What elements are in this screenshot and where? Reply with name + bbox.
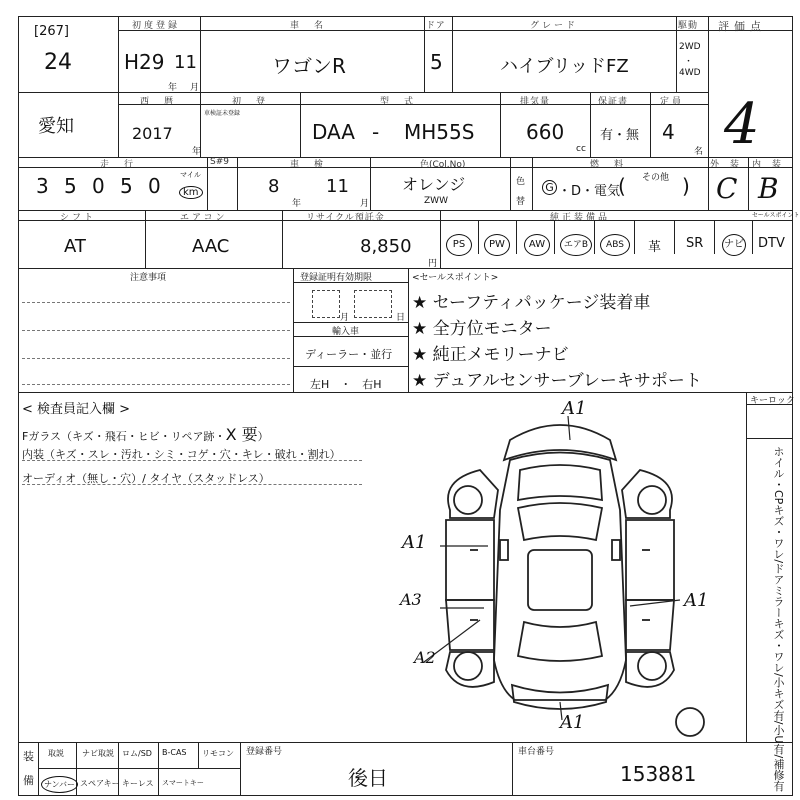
first-reg-label: 初 登 — [232, 97, 269, 107]
recycle: 8,850 — [360, 236, 412, 257]
damage-mark: A3 — [400, 590, 422, 609]
equip-abs: ABS — [600, 234, 630, 256]
inspector-line1 — [22, 422, 269, 445]
equip-leather: 革 — [648, 240, 662, 255]
exterior-label: 外 装 — [710, 160, 741, 170]
reg-number-label: 登録番号 — [246, 747, 283, 757]
reg-month: 11 — [174, 52, 197, 73]
mileage-digit: 5 — [64, 174, 77, 198]
footer-cell: スペアキー — [80, 779, 120, 788]
inspector-line1-text: Fガラス（キズ・飛石・ヒビ・リペア跡・ — [22, 430, 226, 443]
color-code: ZWW — [424, 196, 448, 206]
equip-airbag: エアB — [560, 234, 592, 256]
color: オレンジ — [402, 175, 466, 194]
mileage-digit: 3 — [36, 174, 49, 198]
footer-cells-bottom — [38, 768, 240, 796]
sales-point: ★ デュアルセンサーブレーキサポート — [412, 371, 702, 391]
grade-label: グレード — [530, 21, 579, 31]
reg-label: 初度登録 — [132, 21, 181, 31]
inspection-month-unit: 月 — [360, 199, 370, 209]
import-label: 輸入車 — [332, 327, 360, 337]
sales-points-header: <セールスポイント> — [412, 273, 499, 283]
fuel-open-paren: ( — [618, 174, 626, 198]
drive-label: 駆動 — [678, 21, 699, 31]
grade: ハイブリッドFZ — [500, 56, 629, 77]
side-vertical-text: ホイル・CPキズ・ワレ/ドアミラーキズ・ワレ/小キズ有/小U有/補修有 — [772, 446, 785, 792]
capacity: 4 — [662, 120, 675, 144]
fuel-close-paren: ) — [682, 174, 690, 198]
exterior: C — [716, 172, 738, 205]
model-code: MH55S — [404, 120, 475, 144]
reg-deadline-day: 日 — [396, 313, 406, 323]
equip-navi: ナビ — [722, 234, 746, 256]
mileage-label: 走 行 — [100, 160, 137, 170]
sales-point: ★ 純正メモリーナビ — [412, 345, 569, 365]
lot-number: 24 — [44, 50, 72, 75]
reg-number: 後日 — [348, 766, 388, 790]
caution-label: 注意事項 — [130, 273, 167, 283]
warranty: 有・無 — [600, 128, 640, 143]
fuel-gas-mark: G — [542, 180, 557, 195]
year: 2017 — [132, 124, 173, 143]
capacity-unit: 名 — [694, 147, 704, 157]
displacement-unit: cc — [576, 144, 586, 154]
first-reg-note: 車検証未登録 — [204, 110, 241, 117]
car-name: ワゴンR — [272, 54, 346, 78]
damage-mark: A2 — [414, 648, 436, 667]
shift: AT — [64, 236, 86, 257]
footer-cell: ナビ取説 — [82, 749, 114, 758]
drive-2wd: 2WD — [679, 42, 701, 52]
displacement: 660 — [526, 120, 565, 144]
reg-deadline-box — [312, 290, 340, 318]
mileage-digit: 5 — [120, 174, 133, 198]
model-label: 型 式 — [380, 97, 417, 107]
damage-mark: A1 — [560, 712, 585, 733]
model-dash: - — [372, 120, 380, 144]
interior: B — [758, 172, 779, 205]
reg-deadline-box2 — [354, 290, 392, 318]
km-unit: km — [179, 186, 203, 199]
fuel-other-label: その他 — [642, 173, 670, 183]
footer-side-label2: 備 — [23, 774, 34, 787]
damage-mark: A1 — [402, 532, 427, 553]
score: 4 — [724, 92, 760, 157]
reg-era-year: H29 — [124, 50, 165, 74]
mileage-digit: 0 — [92, 174, 105, 198]
footer-cells-top — [38, 742, 240, 768]
equip-sr: SR — [686, 236, 704, 251]
reg-deadline-label: 登録証明有効期限 — [300, 273, 373, 283]
color-change-label2: 替 — [516, 197, 526, 207]
car-diagram — [380, 400, 740, 740]
inspector-line3: オーディオ（無し・穴）/ タイヤ（スタッドレス） — [22, 472, 270, 485]
damage-mark: A1 — [684, 590, 709, 611]
year-label: 西 暦 — [140, 97, 177, 107]
lot-prefix: [267] — [34, 24, 69, 39]
s-label: S#9 — [210, 157, 229, 167]
equip-ps: PS — [446, 234, 472, 256]
damage-mark: A1 — [562, 398, 587, 419]
region: 愛知 — [38, 116, 74, 137]
doors: 5 — [430, 50, 443, 74]
equip-pw: PW — [484, 234, 510, 256]
shift-label: シフト — [60, 213, 97, 223]
door-label: ドア — [426, 21, 446, 31]
footer-cell: ナンバー — [41, 776, 78, 793]
score-label: 評価点 — [718, 20, 766, 33]
drive-4wd: 4WD — [679, 68, 701, 78]
import-dealer: ディーラー・並行 — [305, 348, 393, 361]
sales-point: ★ セーフティパッケージ装着車 — [412, 293, 651, 313]
color-change-label: 色 — [516, 177, 526, 187]
recycle-label: リサイクル預託金 — [306, 213, 385, 223]
inspector-line2: 内装（キズ・スレ・汚れ・シミ・コゲ・穴・キレ・破れ・割れ） — [22, 448, 341, 461]
footer-side-label1: 装 — [23, 750, 34, 763]
capacity-label: 定員 — [660, 97, 685, 107]
mile-unit: マイル — [180, 171, 201, 179]
inspector-line1-end: ） — [257, 430, 269, 443]
color-label: 色(Col.No) — [420, 160, 466, 170]
inspection-year-unit: 年 — [292, 199, 302, 209]
reg-year-unit: 年 — [168, 83, 178, 93]
name-label: 車 名 — [290, 21, 327, 31]
inspection-label: 車 検 — [290, 160, 327, 170]
footer-cell: 取説 — [48, 749, 64, 758]
sales-point: ★ 全方位モニター — [412, 319, 552, 339]
recycle-unit: 円 — [428, 259, 438, 269]
key-label: キーロック — [750, 396, 795, 406]
year-unit: 年 — [192, 147, 202, 157]
inspector-title: < 検査員記入欄 > — [22, 402, 131, 417]
import-handle: 左H ・ 右H — [310, 378, 382, 391]
reg-deadline-month: 月 — [340, 313, 350, 323]
inspection-year: 8 — [268, 176, 280, 197]
reg-month-unit: 月 — [190, 83, 200, 93]
equip-aw: AW — [524, 234, 550, 256]
footer-cell: B-CAS — [162, 748, 187, 757]
model-prefix: DAA — [312, 120, 355, 144]
equipment-row — [440, 224, 793, 268]
inspection-month: 11 — [326, 176, 349, 197]
fuel-options: ・D・電気 — [558, 184, 621, 199]
footer-cell: ロム/SD — [122, 749, 152, 758]
mileage-digits — [36, 174, 176, 198]
equipment-label: 純正装備品 — [550, 213, 611, 223]
displacement-label: 排気量 — [520, 97, 551, 107]
drive-dot: ・ — [684, 57, 694, 67]
footer-cell: スマートキー — [162, 779, 204, 787]
ac: AAC — [192, 236, 230, 257]
sale-point-small: セールスポイント — [752, 212, 800, 219]
chassis-label: 車台番号 — [518, 747, 555, 757]
warranty-label: 保証書 — [598, 97, 629, 107]
fuel-label: 燃 料 — [590, 160, 627, 170]
interior-label: 内 装 — [752, 160, 783, 170]
mileage-digit: 0 — [148, 174, 161, 198]
chassis: 153881 — [620, 762, 697, 786]
ac-label: エアコン — [180, 213, 228, 223]
inspector-line1-mark: X 要 — [225, 425, 258, 444]
footer-cell: キーレス — [122, 779, 154, 788]
footer-cell: リモコン — [202, 749, 234, 758]
equip-dtv: DTV — [758, 236, 785, 251]
